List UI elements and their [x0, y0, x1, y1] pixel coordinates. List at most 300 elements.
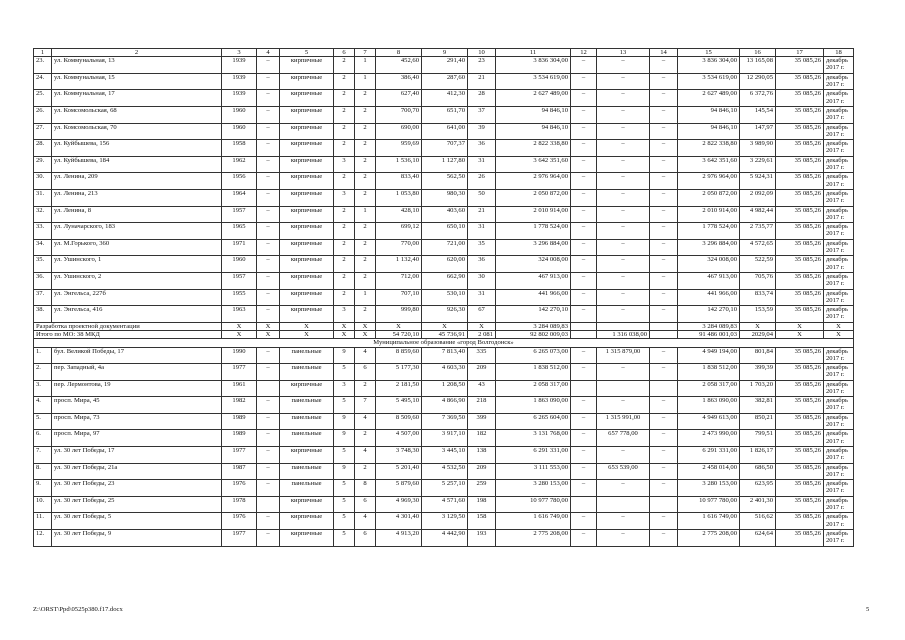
- table-cell: 2 401,30: [740, 496, 776, 513]
- table-cell: кирпичные: [280, 156, 334, 173]
- table-cell: 50: [468, 189, 496, 206]
- table-cell: –: [650, 397, 678, 414]
- table-cell: –: [597, 364, 650, 381]
- table-cell: 15: [678, 49, 740, 57]
- table-cell: ул. 30 лет Победы, 21а: [52, 463, 222, 480]
- table-cell: 153,59: [740, 306, 776, 323]
- table-cell: 94 846,10: [496, 106, 571, 123]
- table-cell: 2 473 990,00: [678, 430, 740, 447]
- table-cell: 182: [468, 430, 496, 447]
- table-cell: –: [650, 306, 678, 323]
- table-cell: –: [257, 447, 280, 464]
- table-cell: [650, 496, 678, 513]
- table-cell: 5: [334, 447, 355, 464]
- table-cell: 1965: [222, 223, 257, 240]
- table-cell: –: [650, 430, 678, 447]
- table-cell: 5: [334, 397, 355, 414]
- table-cell: 1 315 879,00: [597, 347, 650, 364]
- table-cell: 34.: [34, 239, 52, 256]
- table-cell: X: [334, 322, 355, 330]
- table-cell: –: [597, 123, 650, 140]
- table-cell: 7: [355, 397, 376, 414]
- table-cell: [571, 496, 597, 513]
- table-cell: –: [650, 480, 678, 497]
- table-cell: –: [257, 156, 280, 173]
- table-row: [34, 496, 854, 513]
- table-cell: 2 050 872,00: [496, 189, 571, 206]
- table-cell: 2: [334, 57, 355, 74]
- table-cell: 707,37: [422, 140, 468, 157]
- table-row: [34, 530, 854, 547]
- table-cell: 35: [468, 239, 496, 256]
- table-cell: 452,60: [376, 57, 422, 74]
- table-cell: 324 008,00: [496, 256, 571, 273]
- table-cell: 3 748,30: [376, 447, 422, 464]
- table-cell: 35 085,26: [776, 447, 824, 464]
- table-cell: панельные: [280, 347, 334, 364]
- table-cell: 35 085,26: [776, 306, 824, 323]
- table-cell: 1: [355, 206, 376, 223]
- table-cell: X: [355, 330, 376, 338]
- table-cell: 2: [334, 206, 355, 223]
- table-cell: X: [222, 330, 257, 338]
- table-cell: –: [571, 347, 597, 364]
- table-cell: 142 270,10: [496, 306, 571, 323]
- table-cell: просп. Мира, 73: [52, 413, 222, 430]
- table-cell: 2: [355, 173, 376, 190]
- table-cell: 32.: [34, 206, 52, 223]
- table-cell: пер. Лермонтова, 19: [52, 380, 222, 397]
- table-cell: –: [597, 513, 650, 530]
- table-cell: 2 735,77: [740, 223, 776, 240]
- table-cell: 1982: [222, 397, 257, 414]
- table-cell: 3: [334, 156, 355, 173]
- table-cell: 2: [334, 272, 355, 289]
- table-cell: –: [257, 413, 280, 430]
- table-cell: 6 372,76: [740, 90, 776, 107]
- table-cell: 4 572,65: [740, 239, 776, 256]
- table-cell: 1 838 512,00: [496, 364, 571, 381]
- table-cell: 833,74: [740, 289, 776, 306]
- table-cell: 467 913,00: [496, 272, 571, 289]
- table-cell: 5 924,31: [740, 173, 776, 190]
- table-cell: X: [280, 322, 334, 330]
- table-cell: ул. 30 лет Победы, 17: [52, 447, 222, 464]
- table-row: [34, 173, 854, 190]
- table-cell: 1 616 749,00: [496, 513, 571, 530]
- table-cell: [571, 330, 597, 338]
- table-cell: 3 296 884,00: [496, 239, 571, 256]
- table-cell: 35 085,26: [776, 463, 824, 480]
- table-cell: 2 458 014,00: [678, 463, 740, 480]
- table-cell: 1989: [222, 430, 257, 447]
- table-cell: 10.: [34, 496, 52, 513]
- table-cell: декабрь 2017 г.: [824, 306, 854, 323]
- table-cell: 650,10: [422, 223, 468, 240]
- table-cell: 2: [334, 123, 355, 140]
- table-cell: 1957: [222, 206, 257, 223]
- table-cell: –: [571, 513, 597, 530]
- table-cell: –: [597, 530, 650, 547]
- table-cell: 2: [355, 123, 376, 140]
- table-cell: 6 291 331,00: [678, 447, 740, 464]
- table-cell: 9: [334, 430, 355, 447]
- table-cell: 3 284 089,83: [496, 322, 571, 330]
- table-cell: 2: [334, 256, 355, 273]
- table-cell: кирпичные: [280, 123, 334, 140]
- table-cell: 522,59: [740, 256, 776, 273]
- table-cell: –: [571, 123, 597, 140]
- table-cell: 31.: [34, 189, 52, 206]
- table-cell: –: [597, 57, 650, 74]
- table-cell: 2 010 914,00: [678, 206, 740, 223]
- table-cell: 6: [334, 49, 355, 57]
- table-cell: 28: [468, 90, 496, 107]
- table-cell: –: [650, 223, 678, 240]
- table-cell: 1960: [222, 256, 257, 273]
- table-cell: 27.: [34, 123, 52, 140]
- table-cell: –: [571, 189, 597, 206]
- table-cell: 1 127,80: [422, 156, 468, 173]
- table-cell: декабрь 2017 г.: [824, 90, 854, 107]
- table-cell: ул. М.Горького, 360: [52, 239, 222, 256]
- table-cell: 35 085,26: [776, 496, 824, 513]
- table-cell: 382,81: [740, 397, 776, 414]
- table-cell: 2: [355, 106, 376, 123]
- table-cell: декабрь 2017 г.: [824, 463, 854, 480]
- table-cell: 641,00: [422, 123, 468, 140]
- table-cell: панельные: [280, 430, 334, 447]
- table-cell: декабрь 2017 г.: [824, 156, 854, 173]
- table-cell: X: [824, 330, 854, 338]
- table-cell: ул. Ленина, 213: [52, 189, 222, 206]
- table-cell: 441 966,00: [678, 289, 740, 306]
- table-cell: панельные: [280, 463, 334, 480]
- table-cell: 67: [468, 306, 496, 323]
- table-cell: –: [597, 73, 650, 90]
- table-cell: –: [571, 289, 597, 306]
- table-cell: 35 085,26: [776, 189, 824, 206]
- table-cell: –: [597, 223, 650, 240]
- section-header-row: [34, 339, 854, 347]
- table-cell: 5: [334, 513, 355, 530]
- table-cell: –: [597, 173, 650, 190]
- table-cell: 11: [496, 49, 571, 57]
- table-cell: 18: [824, 49, 854, 57]
- table-cell: кирпичные: [280, 189, 334, 206]
- table-cell: кирпичные: [280, 206, 334, 223]
- table-cell: 441 966,00: [496, 289, 571, 306]
- table-cell: ул. 30 лет Победы, 5: [52, 513, 222, 530]
- table-cell: 1989: [222, 413, 257, 430]
- table-cell: –: [597, 189, 650, 206]
- table-cell: 35 085,26: [776, 57, 824, 74]
- table-row: [34, 289, 854, 306]
- table-cell: ул. Комсомольская, 68: [52, 106, 222, 123]
- table-cell: 1971: [222, 239, 257, 256]
- table-cell: 12 290,05: [740, 73, 776, 90]
- table-cell: 36: [468, 256, 496, 273]
- table-cell: –: [257, 189, 280, 206]
- table-cell: –: [571, 173, 597, 190]
- table-cell: –: [650, 413, 678, 430]
- table-cell: 12: [571, 49, 597, 57]
- table-cell: 1978: [222, 496, 257, 513]
- table-cell: 6: [355, 496, 376, 513]
- table-cell: 2: [355, 239, 376, 256]
- table-cell: –: [650, 206, 678, 223]
- table-cell: 35 085,26: [776, 364, 824, 381]
- table-cell: 959,69: [376, 140, 422, 157]
- table-cell: 28.: [34, 140, 52, 157]
- table-cell: 1963: [222, 306, 257, 323]
- table-cell: кирпичные: [280, 272, 334, 289]
- table-cell: –: [650, 173, 678, 190]
- table-cell: 218: [468, 397, 496, 414]
- table-row: [34, 140, 854, 157]
- table-cell: 5.: [34, 413, 52, 430]
- table-cell: X: [222, 322, 257, 330]
- table-cell: 3 111 553,00: [496, 463, 571, 480]
- table-cell: 21: [468, 206, 496, 223]
- table-cell: –: [597, 206, 650, 223]
- table-cell: 1939: [222, 73, 257, 90]
- table-cell: 21: [468, 73, 496, 90]
- table-cell: 403,60: [422, 206, 468, 223]
- table-cell: 1956: [222, 173, 257, 190]
- table-cell: 770,00: [376, 239, 422, 256]
- table-cell: 2: [334, 140, 355, 157]
- table-cell: 623,95: [740, 480, 776, 497]
- table-cell: 35.: [34, 256, 52, 273]
- table-cell: 1: [355, 57, 376, 74]
- table-cell: 2: [355, 430, 376, 447]
- table-cell: –: [571, 480, 597, 497]
- table-cell: 1977: [222, 364, 257, 381]
- table-cell: –: [597, 156, 650, 173]
- table-cell: 35 085,26: [776, 239, 824, 256]
- table-cell: 94 846,10: [678, 123, 740, 140]
- table-cell: X: [280, 330, 334, 338]
- table-cell: 651,70: [422, 106, 468, 123]
- table-cell: –: [597, 256, 650, 273]
- table-cell: 4 866,90: [422, 397, 468, 414]
- table-cell: 8: [376, 49, 422, 57]
- table-cell: –: [257, 463, 280, 480]
- table-cell: 209: [468, 364, 496, 381]
- table-cell: 7 813,40: [422, 347, 468, 364]
- table-cell: 30.: [34, 173, 52, 190]
- table-cell: –: [650, 123, 678, 140]
- table-cell: 209: [468, 463, 496, 480]
- table-cell: кирпичные: [280, 90, 334, 107]
- table-cell: 2: [334, 73, 355, 90]
- table-cell: декабрь 2017 г.: [824, 289, 854, 306]
- table-cell: –: [597, 306, 650, 323]
- table-cell: 4 532,50: [422, 463, 468, 480]
- table-cell: 5 879,60: [376, 480, 422, 497]
- table-row: [34, 272, 854, 289]
- table-row: [34, 90, 854, 107]
- table-cell: –: [257, 256, 280, 273]
- table-cell: ул. Ленина, 209: [52, 173, 222, 190]
- table-cell: 4: [355, 413, 376, 430]
- table-row: [34, 306, 854, 323]
- table-cell: 1955: [222, 289, 257, 306]
- table-cell: просп. Мира, 97: [52, 430, 222, 447]
- table-cell: декабрь 2017 г.: [824, 364, 854, 381]
- table-cell: 94 846,10: [678, 106, 740, 123]
- table-cell: кирпичные: [280, 140, 334, 157]
- table-cell: 530,10: [422, 289, 468, 306]
- table-cell: 5 177,30: [376, 364, 422, 381]
- table-cell: 7 369,50: [422, 413, 468, 430]
- table-cell: 3 280 153,00: [496, 480, 571, 497]
- table-cell: 9: [334, 413, 355, 430]
- table-cell: 6 291 331,00: [496, 447, 571, 464]
- table-cell: –: [571, 223, 597, 240]
- table-cell: пер. Западный, 4а: [52, 364, 222, 381]
- table-cell: 1958: [222, 140, 257, 157]
- table-cell: 5 495,10: [376, 397, 422, 414]
- table-cell: кирпичные: [280, 223, 334, 240]
- table-cell: 2 010 914,00: [496, 206, 571, 223]
- table-cell: 142 270,10: [678, 306, 740, 323]
- table-cell: 10 977 780,00: [678, 496, 740, 513]
- table-cell: 2: [355, 140, 376, 157]
- table-cell: кирпичные: [280, 106, 334, 123]
- table-cell: 14: [650, 49, 678, 57]
- table-cell: ул. Коммунальная, 13: [52, 57, 222, 74]
- table-cell: 2: [355, 256, 376, 273]
- table-cell: декабрь 2017 г.: [824, 447, 854, 464]
- table-cell: –: [597, 289, 650, 306]
- table-cell: 94 846,10: [496, 123, 571, 140]
- table-cell: –: [571, 397, 597, 414]
- table-cell: 657 778,00: [597, 430, 650, 447]
- table-cell: 35 085,26: [776, 206, 824, 223]
- table-cell: [650, 322, 678, 330]
- table-cell: –: [571, 156, 597, 173]
- table-cell: [571, 380, 597, 397]
- table-cell: 2: [334, 173, 355, 190]
- table-cell: –: [650, 289, 678, 306]
- table-cell: –: [597, 447, 650, 464]
- table-cell: 2 058 317,00: [496, 380, 571, 397]
- table-cell: 35 085,26: [776, 156, 824, 173]
- table-cell: 1962: [222, 156, 257, 173]
- table-cell: 13 165,08: [740, 57, 776, 74]
- housing-table: [33, 48, 854, 547]
- table-cell: 2: [355, 380, 376, 397]
- table-cell: –: [571, 364, 597, 381]
- table-cell: –: [257, 306, 280, 323]
- table-cell: –: [597, 106, 650, 123]
- table-cell: 1961: [222, 380, 257, 397]
- table-cell: кирпичные: [280, 513, 334, 530]
- table-cell: 980,30: [422, 189, 468, 206]
- table-cell: 3 280 153,00: [678, 480, 740, 497]
- table-cell: 620,00: [422, 256, 468, 273]
- table-cell: 1 132,40: [376, 256, 422, 273]
- table-cell: 16: [740, 49, 776, 57]
- table-cell: 1 703,20: [740, 380, 776, 397]
- table-cell: 1: [34, 49, 52, 57]
- table-cell: –: [571, 306, 597, 323]
- table-cell: 1 315 991,00: [597, 413, 650, 430]
- table-cell: 5: [280, 49, 334, 57]
- table-cell: 6 265 073,00: [496, 347, 571, 364]
- table-cell: 4 442,90: [422, 530, 468, 547]
- table-cell: X: [422, 322, 468, 330]
- table-cell: 6 265 604,00: [496, 413, 571, 430]
- table-cell: –: [571, 73, 597, 90]
- table-cell: 31: [468, 156, 496, 173]
- table-cell: 5 257,10: [422, 480, 468, 497]
- table-cell: –: [571, 447, 597, 464]
- table-cell: –: [257, 73, 280, 90]
- table-cell: 3 534 619,00: [678, 73, 740, 90]
- table-cell: 1 863 090,00: [496, 397, 571, 414]
- table-cell: –: [650, 140, 678, 157]
- table-cell: –: [571, 413, 597, 430]
- table-cell: 6.: [34, 430, 52, 447]
- table-cell: 91 486 001,03: [678, 330, 740, 338]
- table-cell: 1 053,80: [376, 189, 422, 206]
- table-cell: 2 822 338,80: [496, 140, 571, 157]
- table-cell: 138: [468, 447, 496, 464]
- table-cell: –: [650, 57, 678, 74]
- table-cell: 9.: [34, 480, 52, 497]
- table-cell: 4: [355, 447, 376, 464]
- table-cell: 24.: [34, 73, 52, 90]
- table-cell: 54 720,10: [376, 330, 422, 338]
- table-cell: 35 085,26: [776, 272, 824, 289]
- table-cell: декабрь 2017 г.: [824, 413, 854, 430]
- table-cell: кирпичные: [280, 496, 334, 513]
- table-cell: 8.: [34, 463, 52, 480]
- table-cell: –: [571, 106, 597, 123]
- table-cell: 721,00: [422, 239, 468, 256]
- table-cell: –: [650, 90, 678, 107]
- table-cell: 9: [422, 49, 468, 57]
- table-cell: 2: [355, 463, 376, 480]
- table-cell: 467 913,00: [678, 272, 740, 289]
- table-cell: –: [650, 239, 678, 256]
- table-cell: 5: [334, 530, 355, 547]
- table-row: [34, 513, 854, 530]
- table-cell: ул. 30 лет Победы, 25: [52, 496, 222, 513]
- table-cell: 3: [334, 380, 355, 397]
- table-cell: –: [257, 530, 280, 547]
- table-cell: 700,70: [376, 106, 422, 123]
- table-cell: [257, 380, 280, 397]
- table-cell: 3 284 089,83: [678, 322, 740, 330]
- table-cell: X: [776, 330, 824, 338]
- table-cell: ул. Коммунальная, 17: [52, 90, 222, 107]
- table-cell: 35 085,26: [776, 73, 824, 90]
- table-cell: 2 181,50: [376, 380, 422, 397]
- table-cell: декабрь 2017 г.: [824, 430, 854, 447]
- table-cell: 145,54: [740, 106, 776, 123]
- table-cell: 4 301,40: [376, 513, 422, 530]
- table-cell: 562,50: [422, 173, 468, 190]
- table-cell: 5: [334, 496, 355, 513]
- table-cell: 1 208,50: [422, 380, 468, 397]
- table-cell: 4 969,30: [376, 496, 422, 513]
- table-cell: 2: [355, 223, 376, 240]
- table-cell: ул. Луначарского, 183: [52, 223, 222, 240]
